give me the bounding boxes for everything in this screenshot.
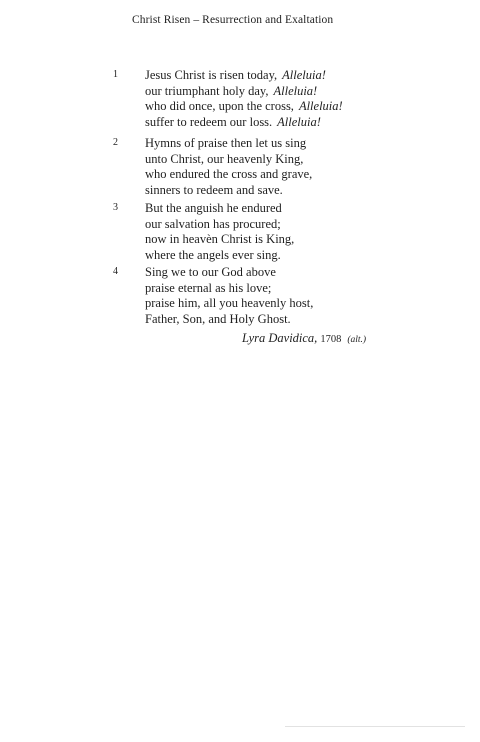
alleluia-refrain: Alleluia!	[273, 83, 318, 98]
verse-line: where the angels ever sing.	[145, 247, 281, 262]
verse-line: Father, Son, and Holy Ghost.	[145, 311, 291, 326]
verse-line: Hymns of praise then let us sing	[145, 136, 307, 150]
verse-line: Jesus Christ is risen today, Alleluia!	[145, 68, 326, 82]
alleluia-refrain: Alleluia!	[298, 99, 343, 113]
hymn-attribution	[242, 331, 366, 346]
verse-line: now in heavèn Christ is King,	[145, 232, 295, 246]
alleluia-refrain: Alleluia!	[282, 68, 326, 82]
attribution-author: Lyra Davidica,	[242, 331, 318, 345]
verse-number: 1	[113, 69, 118, 80]
footer-divider	[285, 726, 465, 727]
verse-number: 3	[113, 202, 118, 213]
verse-line: our triumphant holy day, Alleluia!	[145, 83, 318, 98]
verse-line: who did once, upon the cross, Alleluia!	[145, 99, 343, 113]
verse-line: suffer to redeem our loss. Alleluia!	[145, 114, 321, 129]
verse-line: But the anguish he endured	[145, 201, 282, 215]
attribution-year: 1708	[320, 334, 342, 345]
verse-line: our salvation has procured;	[145, 216, 281, 231]
verse-number: 4	[113, 266, 118, 277]
verse-line: unto Christ, our heavenly King,	[145, 151, 304, 166]
verse-number: 2	[113, 137, 118, 148]
verse-line: Sing we to our God above	[145, 265, 276, 279]
verse-line: praise eternal as his love;	[145, 280, 272, 295]
page-header: Christ Risen – Resurrection and Exaltation	[132, 14, 334, 26]
verse-line: who endured the cross and grave,	[145, 167, 313, 181]
verse-line: praise him, all you heavenly host,	[145, 296, 314, 310]
verse-line: sinners to redeem and save.	[145, 182, 283, 197]
alleluia-refrain: Alleluia!	[277, 114, 321, 129]
attribution-note: (alt.)	[347, 335, 367, 345]
